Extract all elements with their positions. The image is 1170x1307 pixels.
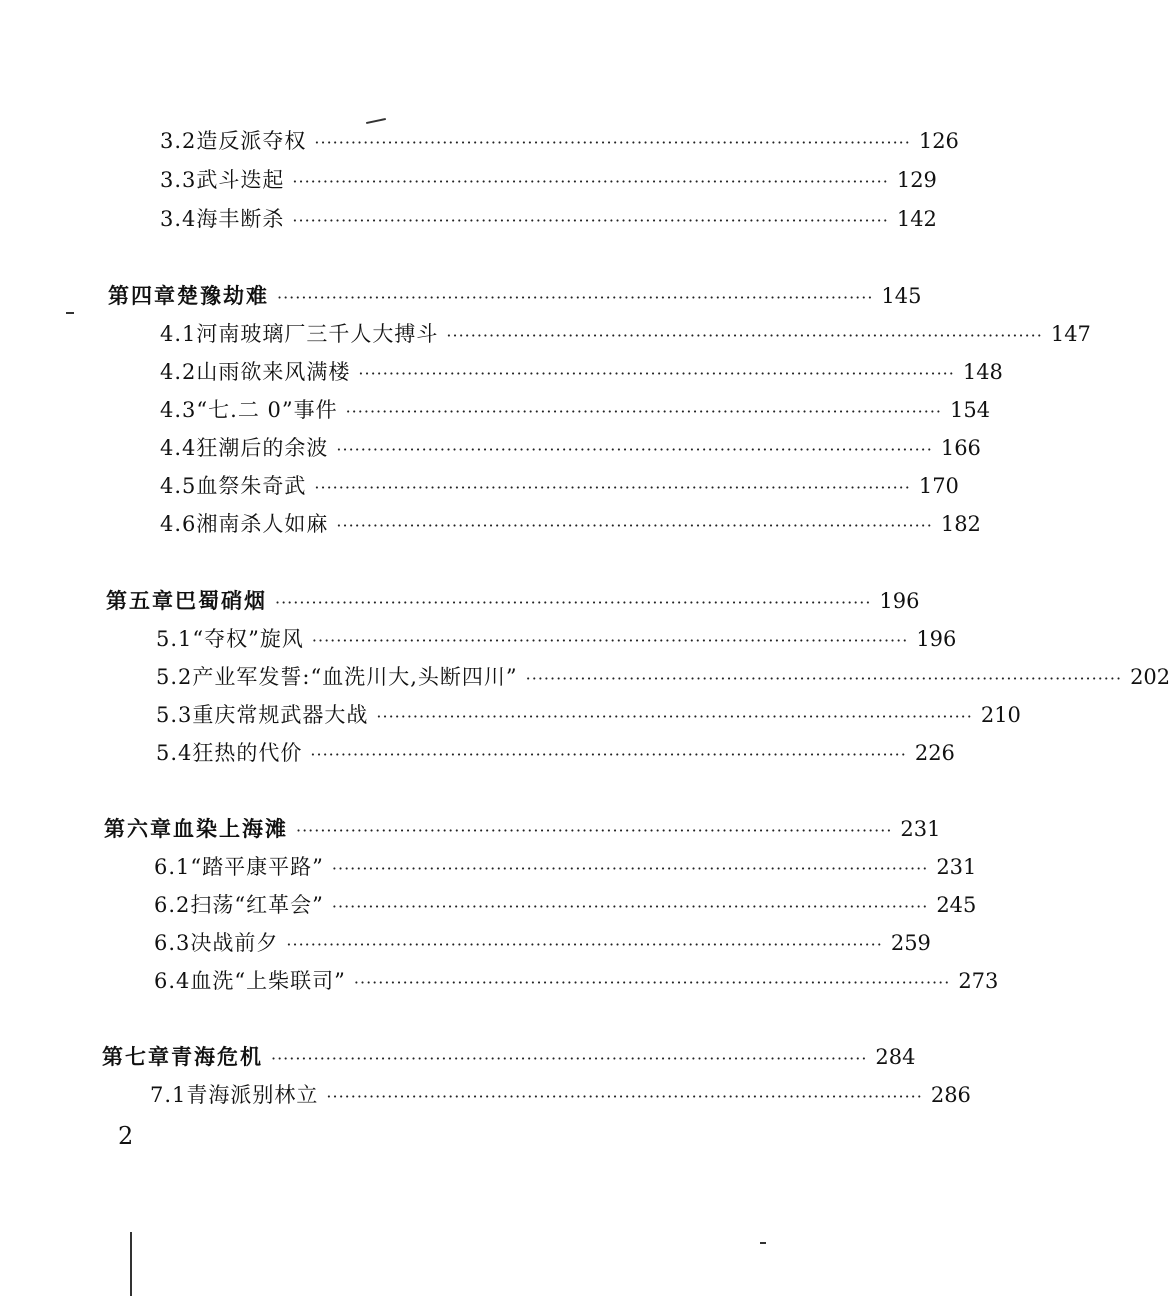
- toc-chapter-4: [108, 283, 922, 311]
- chapter-title: 巴蜀硝烟: [175, 588, 267, 613]
- leader-dots: ··································································································: [286, 935, 883, 954]
- leader-dots: ··································································································: [311, 631, 909, 650]
- page-ref: 170: [918, 474, 959, 498]
- section-number: 6.2: [154, 893, 191, 917]
- leader-dots: ··································································································: [353, 973, 951, 992]
- scan-mark: [66, 312, 74, 314]
- section-title: 血洗“上柴联司”: [190, 969, 346, 993]
- toc-entry-6-2: [154, 892, 977, 920]
- toc-entry-6-3: [154, 930, 931, 958]
- section-number: 3.4: [160, 207, 197, 231]
- section-number: 4.4: [160, 436, 197, 460]
- chapter-label: 第七章: [102, 1044, 171, 1069]
- section-title: “七.二 0”事件: [196, 398, 338, 422]
- section-number: 4.2: [160, 360, 197, 384]
- leader-dots: ··································································································: [376, 707, 973, 726]
- leader-dots: ··································································································: [326, 1087, 923, 1106]
- section-title: 山雨欲来风满楼: [196, 360, 351, 384]
- page-ref: 196: [916, 627, 957, 651]
- toc-chapter-5: [106, 588, 920, 616]
- chapter-label: 第四章: [108, 283, 177, 308]
- leader-dots: ··································································································: [336, 440, 933, 459]
- page-ref: 147: [1050, 322, 1091, 346]
- leader-dots: ··································································································: [336, 516, 933, 535]
- section-title: 武斗迭起: [196, 168, 285, 192]
- section-number: 5.3: [156, 703, 193, 727]
- toc-entry-3-3: [160, 167, 937, 195]
- toc-entry-4-4: [160, 435, 981, 463]
- toc-entry-6-4: [154, 968, 999, 996]
- toc-entry-4-5: [160, 473, 959, 501]
- section-number: 5.1: [156, 627, 193, 651]
- toc-entry-3-4: [160, 206, 937, 234]
- page-ref: 210: [980, 703, 1021, 727]
- section-title: 产业军发誓:“血洗川大,头断四川”: [192, 665, 518, 689]
- section-number: 3.3: [160, 168, 197, 192]
- page-number: 2: [118, 1122, 134, 1150]
- toc-entry-7-1: [150, 1082, 971, 1110]
- section-title: 血祭朱奇武: [196, 474, 307, 498]
- leader-dots: ··································································································: [525, 669, 1123, 688]
- section-title: “踏平康平路”: [190, 855, 324, 879]
- toc-entry-3-2: [160, 128, 959, 156]
- toc-entry-4-1: [160, 321, 1091, 349]
- toc-chapter-6: [104, 816, 941, 844]
- section-number: 6.1: [154, 855, 191, 879]
- section-number: 4.6: [160, 512, 197, 536]
- page-ref: 202: [1130, 665, 1170, 689]
- section-number: 6.4: [154, 969, 191, 993]
- chapter-label: 第五章: [106, 588, 175, 613]
- page-ref: 286: [930, 1083, 971, 1107]
- section-number: 4.5: [160, 474, 197, 498]
- leader-dots: ··································································································: [292, 172, 889, 191]
- section-title: 狂潮后的余波: [196, 436, 329, 460]
- section-number: 6.3: [154, 931, 191, 955]
- leader-dots: ··································································································: [331, 859, 929, 878]
- leader-dots: ··································································································: [314, 478, 911, 497]
- section-number: 4.3: [160, 398, 197, 422]
- section-title: 海丰断杀: [196, 207, 285, 231]
- chapter-title: 青海危机: [171, 1044, 263, 1069]
- leader-dots: ··································································································: [446, 326, 1043, 345]
- chapter-title: 楚豫劫难: [177, 283, 269, 308]
- page-ref: 154: [950, 398, 991, 422]
- leader-dots: ··································································································: [310, 745, 907, 764]
- section-title: 造反派夺权: [196, 129, 307, 153]
- section-title: 河南玻璃厂三千人大搏斗: [196, 322, 439, 346]
- chapter-label: 第六章: [104, 816, 173, 841]
- section-number: 7.1: [150, 1083, 187, 1107]
- page-ref: 126: [918, 129, 959, 153]
- leader-dots: ··································································································: [296, 821, 893, 840]
- section-title: 决战前夕: [190, 931, 279, 955]
- scan-mark: [760, 1242, 766, 1244]
- chapter-title: 血染上海滩: [173, 816, 288, 841]
- section-title: 狂热的代价: [192, 741, 303, 765]
- scan-edge-line: [130, 1232, 132, 1296]
- section-number: 5.4: [156, 741, 193, 765]
- toc-entry-5-1: [156, 626, 957, 654]
- page-ref: 145: [881, 284, 922, 308]
- leader-dots: ··································································································: [331, 897, 929, 916]
- toc-entry-6-1: [154, 854, 977, 882]
- page-ref: 226: [914, 741, 955, 765]
- leader-dots: ··································································································: [358, 364, 955, 383]
- page-ref: 231: [936, 855, 977, 879]
- page-ref: 182: [940, 512, 981, 536]
- page-ref: 129: [896, 168, 937, 192]
- leader-dots: ··································································································: [292, 211, 889, 230]
- toc-entry-5-4: [156, 740, 955, 768]
- leader-dots: ··································································································: [277, 288, 874, 307]
- toc-entry-4-6: [160, 511, 981, 539]
- page-ref: 259: [890, 931, 931, 955]
- leader-dots: ··································································································: [345, 402, 943, 421]
- toc-entry-4-2: [160, 359, 1003, 387]
- section-number: 3.2: [160, 129, 197, 153]
- leader-dots: ··································································································: [275, 593, 872, 612]
- page-ref: 245: [936, 893, 977, 917]
- page-ref: 284: [875, 1045, 916, 1069]
- section-title: 扫荡“红革会”: [190, 893, 324, 917]
- section-number: 4.1: [160, 322, 197, 346]
- page-ref: 142: [896, 207, 937, 231]
- page-ref: 196: [879, 589, 920, 613]
- page-ref: 148: [962, 360, 1003, 384]
- page-ref: 231: [900, 817, 941, 841]
- section-number: 5.2: [156, 665, 193, 689]
- section-title: “夺权”旋风: [192, 627, 304, 651]
- toc-entry-4-3: [160, 397, 991, 425]
- toc-chapter-7: [102, 1044, 916, 1072]
- page-ref: 273: [958, 969, 999, 993]
- toc-entry-5-3: [156, 702, 1021, 730]
- section-title: 青海派别林立: [186, 1083, 319, 1107]
- section-title: 湘南杀人如麻: [196, 512, 329, 536]
- toc-entry-5-2: [156, 664, 1170, 692]
- page-ref: 166: [940, 436, 981, 460]
- section-title: 重庆常规武器大战: [192, 703, 369, 727]
- leader-dots: ··································································································: [271, 1049, 868, 1068]
- leader-dots: ··································································································: [314, 133, 911, 152]
